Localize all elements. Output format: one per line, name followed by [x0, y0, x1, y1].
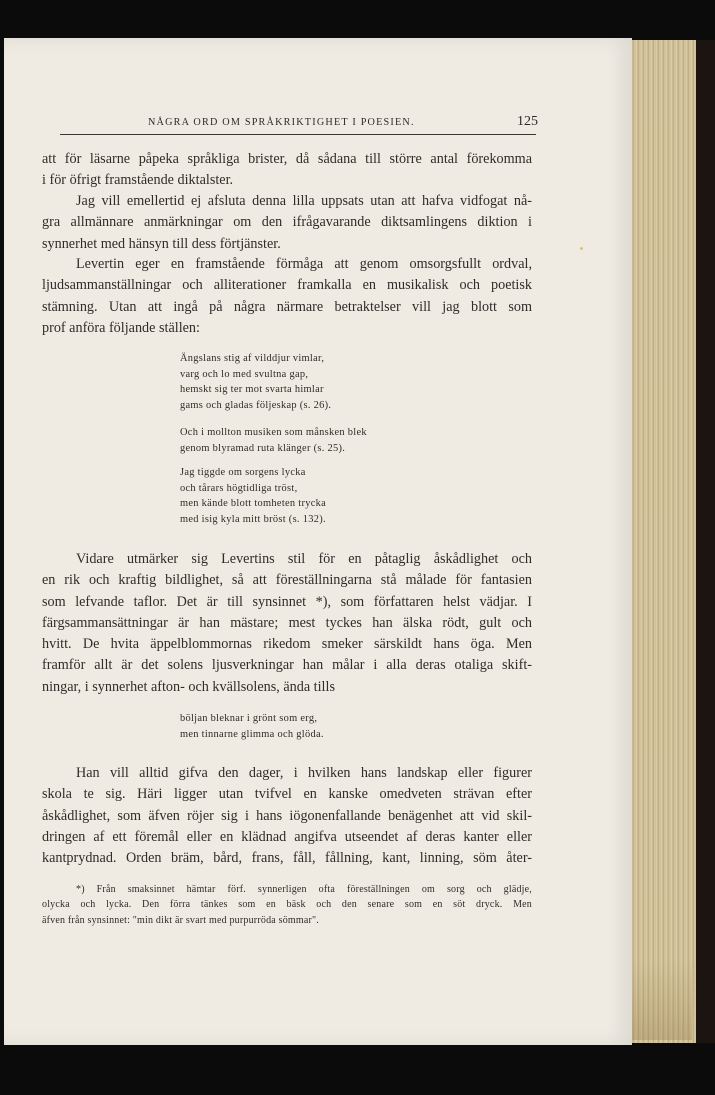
- poem-stanza-4: [180, 711, 324, 742]
- text-line: ljudsammanställningar och alliterationer framkalla en musikalisk och poetisk: [42, 277, 532, 294]
- text-line: kantprydnad. Orden bräm, bård, frans, fåll, fållning, kant, linning, söm åter-: [42, 850, 532, 867]
- text-line: Jag vill emellertid ej afsluta denna lilla uppsats utan att hafva vidfogat nå-: [76, 193, 532, 209]
- text-line: färgsammansättningar är han mästare; mest tyckes han älska rödt, gult och: [42, 614, 532, 631]
- paragraph-5: [42, 763, 532, 869]
- text-line: Vidare utmärker sig Levertins stil för en påtaglig åskådlighet och: [76, 551, 532, 567]
- text-line: åskådlighet, som äfven röjer sig i hans iögonenfallande benägenhet att vid skil-: [42, 807, 532, 824]
- poem-stanza-3: [180, 465, 326, 527]
- verse-line: Jag tiggde om sorgens lycka: [180, 467, 306, 478]
- footnote-line: äfven från synsinnet: "min dikt är svart med purpurröda sömmar".: [42, 914, 320, 926]
- poem-stanza-1: [180, 351, 331, 413]
- page-stack-edge: [628, 40, 696, 1043]
- text-line: hvitt. De hvita äppelblommornas rikedom smeker särskildt hans öga. Men: [42, 636, 532, 653]
- text-line: att för läsarne påpeka språkliga brister, då sådana till större antal förekomma: [42, 151, 532, 167]
- text-line: synnerhet med hänsyn till dess förtjänster.: [42, 235, 281, 252]
- paper-speck: [580, 247, 583, 250]
- text-line: Han vill alltid gifva den dager, i hvilken hans landskap eller figurer: [76, 765, 532, 781]
- page-number: 125: [517, 114, 538, 129]
- text-line: stämning. Utan att ingå på några närmare betraktelser vill jag blott som: [42, 298, 532, 315]
- footnote-line: *) Från smaksinnet hämtar förf. synnerligen ofta föreställningen om sorg och glädje,: [76, 884, 532, 895]
- paragraph-1: [42, 149, 532, 192]
- text-line: som lefvande taflor. Det är till synsinnet *), som författaren helst vädjar. I: [42, 593, 532, 610]
- footnote: [42, 882, 532, 928]
- text-line: i för öfrigt framstående diktalster.: [42, 172, 234, 189]
- verse-line: böljan bleknar i grönt som erg,: [180, 713, 318, 724]
- verse-line: med isig kyla mitt bröst (s. 132).: [180, 513, 326, 525]
- text-line: Levertin eger en framstående förmåga att genom omsorgsfullt ordval,: [76, 256, 532, 272]
- text-line: dringen af ett föremål eller en klädnad angifva utseendet af deras kanter eller: [42, 828, 532, 845]
- poem-stanza-2: [180, 425, 367, 456]
- verse-line: och tårars högtidliga tröst,: [180, 482, 298, 494]
- verse-line: men kände blott tomheten trycka: [180, 498, 327, 510]
- book-page: [4, 38, 632, 1045]
- verse-line: varg och lo med svultna gap,: [180, 368, 309, 380]
- text-line: prof anföra följande ställen:: [42, 319, 200, 336]
- running-head: NÅGRA ORD OM SPRÅKRIKTIGHET I POESIEN.: [148, 117, 415, 128]
- page-stack-shadow: [632, 960, 692, 1040]
- verse-line: Ängslans stig af vilddjur vimlar,: [180, 353, 325, 364]
- verse-line: genom blyramad ruta klänger (s. 25).: [180, 442, 346, 454]
- text-line: skola te sig. Häri ligger utan tvifvel en kanske omedveten strävan efter: [42, 786, 532, 803]
- text-line: ningar, i synnerhet afton- och kvällsolens, ända tills: [42, 678, 335, 695]
- verse-line: hemskt sig ter mot svarta himlar: [180, 384, 324, 396]
- text-line: en rik och kraftig bildlighet, så att föreställningarna stå målade för fantasien: [42, 572, 532, 589]
- page-header: [60, 114, 536, 135]
- book-cover-edge: [694, 40, 715, 1043]
- paragraph-4: [42, 549, 532, 698]
- paragraph-2: [42, 191, 532, 255]
- verse-line: Och i mollton musiken som månsken blek: [180, 427, 367, 438]
- footnote-line: olycka och lycka. Den förra tänkes som en bäsk och den senare som en söt dryck. Men: [42, 899, 532, 911]
- text-line: framför allt är det solens ljusverkningar han målar i alla deras otaliga skift-: [42, 657, 532, 674]
- text-line: gra allmännare anmärkningar om den ifrågavarande diktsamlingens diktion i: [42, 214, 532, 231]
- paragraph-3: [42, 254, 532, 339]
- verse-line: men tinnarne glimma och glöda.: [180, 728, 324, 740]
- verse-line: gams och gladas följeskap (s. 26).: [180, 399, 332, 411]
